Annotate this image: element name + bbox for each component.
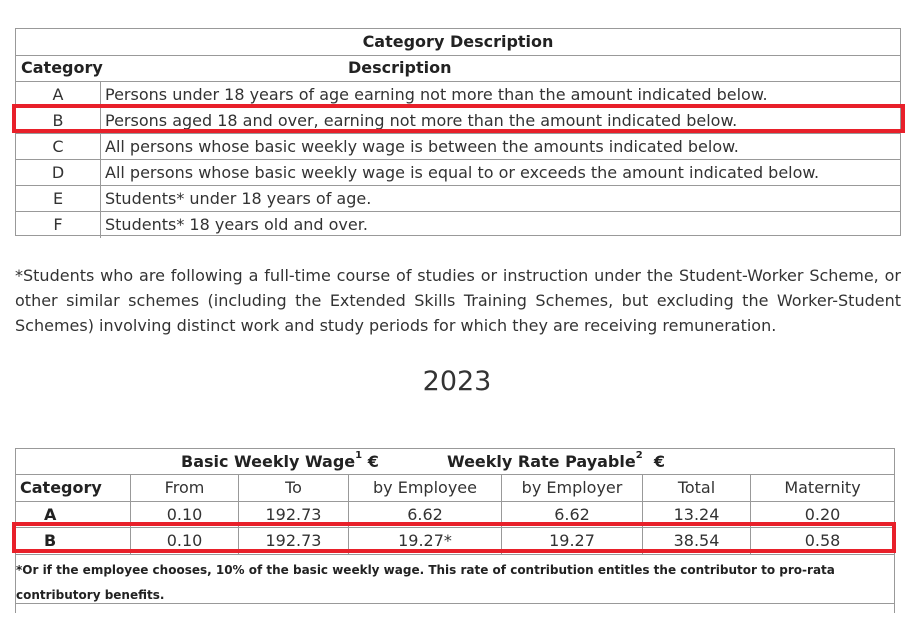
divider xyxy=(16,603,894,604)
column-header-maternity: Maternity xyxy=(750,475,894,501)
from-cell: 0.10 xyxy=(130,528,238,554)
by-employer-cell: 19.27 xyxy=(501,528,642,554)
highlight-box-row-b xyxy=(12,104,905,133)
column-header-category: Category xyxy=(20,478,102,497)
to-cell: 192.73 xyxy=(238,528,348,554)
table-row xyxy=(16,133,900,160)
by-employee-cell: 19.27* xyxy=(348,528,501,554)
from-cell: 0.10 xyxy=(130,502,238,528)
total-cell: 13.24 xyxy=(642,502,750,528)
description-cell: All persons whose basic weekly wage is between the amounts indicated below. xyxy=(100,134,900,160)
category-cell: A xyxy=(44,505,57,524)
students-footnote: *Students who are following a full-time course of studies or instruction under the Student-Worker Scheme, or other similar schemes (including the Extended Skills Training Schemes, but excluding the Worker-Student Schemes) involving distinct work and study periods for which they are receiving remuneration. xyxy=(15,266,901,335)
year-heading: 2023 xyxy=(422,366,492,397)
total-cell: 38.54 xyxy=(642,528,750,554)
column-header-by-employee: by Employee xyxy=(348,475,501,501)
category-cell: D xyxy=(51,163,65,182)
divider xyxy=(16,448,894,449)
category-cell: B xyxy=(44,531,57,550)
maternity-cell: 0.20 xyxy=(750,502,894,528)
column-header-by-employer: by Employer xyxy=(501,475,642,501)
column-header-to: To xyxy=(238,475,348,501)
category-cell: C xyxy=(52,137,64,156)
maternity-cell: 0.58 xyxy=(750,528,894,554)
contribution-footnote: *Or if the employee chooses, 10% of the basic weekly wage. This rate of contribution entitles the contributor to pro-rata contributory benefits. xyxy=(16,563,835,602)
by-employer-cell: 6.62 xyxy=(501,502,642,528)
description-cell: Students* 18 years old and over. xyxy=(100,212,900,238)
column-header-category: Category xyxy=(21,58,103,77)
description-cell: Persons aged 18 and over, earning not more than the amount indicated below. xyxy=(100,108,900,134)
to-cell: 192.73 xyxy=(238,502,348,528)
category-cell: E xyxy=(52,189,64,208)
category-cell: F xyxy=(53,215,63,234)
column-header-total: Total xyxy=(642,475,750,501)
category-cell: A xyxy=(52,85,64,104)
group-header-basic-weekly-wage: Basic Weekly Wage$^1$ € xyxy=(181,450,379,471)
table-row xyxy=(16,185,900,212)
group-header-weekly-rate-payable: Weekly Rate Payable$^2$ € xyxy=(447,450,665,471)
table-title: Category Description xyxy=(16,29,900,56)
description-cell: Students* under 18 years of age. xyxy=(100,186,900,212)
column-header-from: From xyxy=(130,475,238,501)
highlight-box-row-b xyxy=(12,522,896,553)
table-row xyxy=(16,159,900,186)
divider xyxy=(16,554,894,555)
column-header-description: Description xyxy=(348,58,452,77)
category-cell: B xyxy=(52,111,64,130)
table-row xyxy=(16,211,900,238)
by-employee-cell: 6.62 xyxy=(348,502,501,528)
description-cell: All persons whose basic weekly wage is equal to or exceeds the amount indicated below. xyxy=(100,160,900,186)
description-cell: Persons under 18 years of age earning not more than the amount indicated below. xyxy=(100,82,900,108)
